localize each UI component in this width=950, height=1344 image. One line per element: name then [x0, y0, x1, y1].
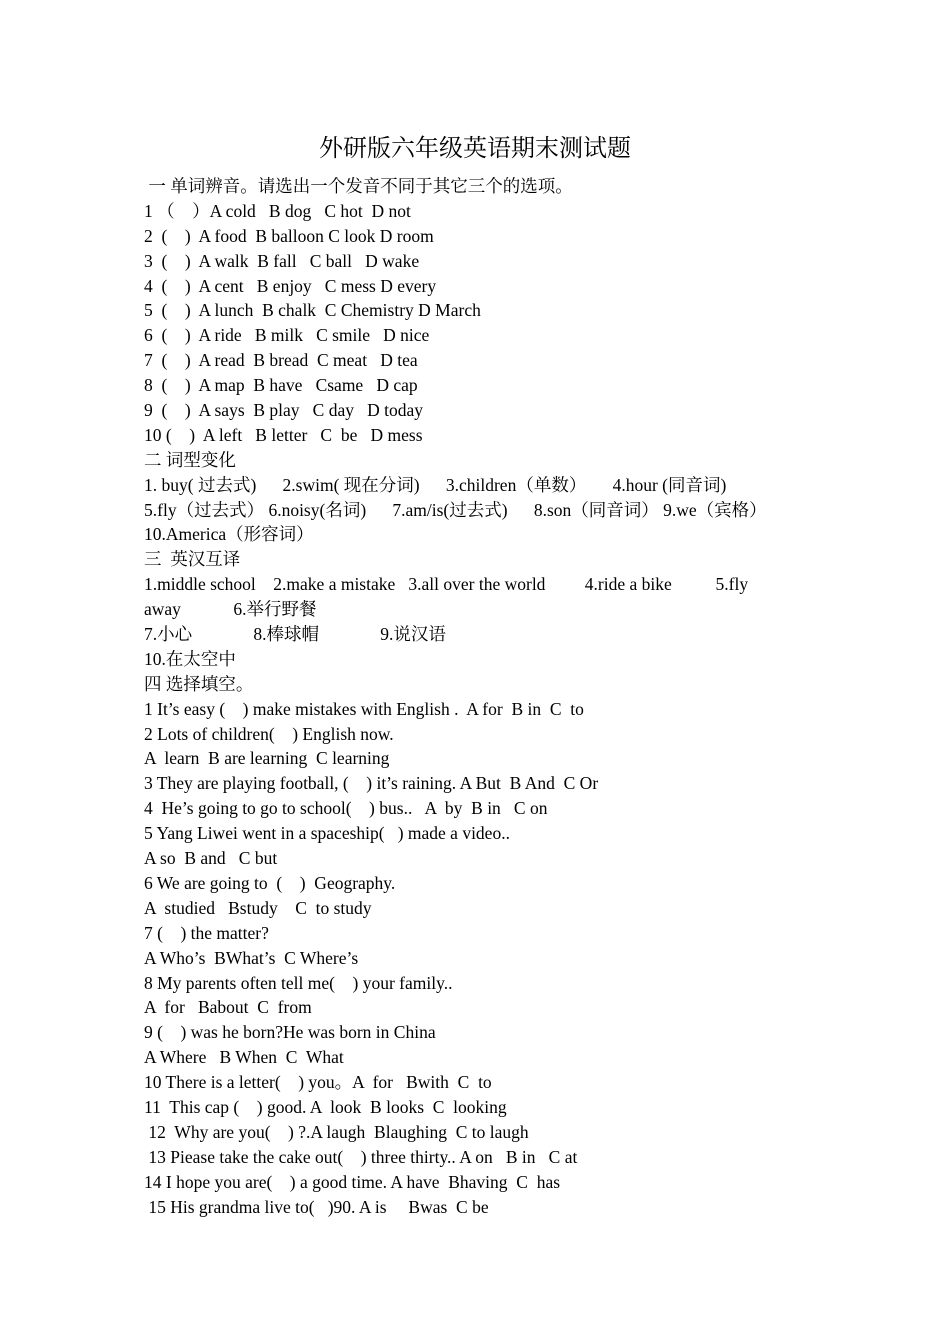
text-line: 9 ( ) was he born?He was born in China — [144, 1022, 436, 1043]
text-line: 2 ( ) A food B balloon C look D room — [144, 225, 434, 246]
text-line: 1 （ ）A cold B dog C hot D not — [144, 200, 411, 221]
text-line: 2 Lots of children( ) English now. — [144, 723, 394, 744]
text-line: A so B and C but — [144, 848, 278, 869]
text-line: 一 单词辨音。请选出一个发音不同于其它三个的选项。 — [144, 176, 573, 196]
text-line: 1. buy( 过去式) 2.swim( 现在分词) 3.children（单数） 4.hour (同音词) — [144, 474, 727, 495]
text-line: 4 He’s going to go to school( ) bus.. A by B in C on — [144, 798, 548, 819]
text-line: 4 ( ) A cent B enjoy C mess D every — [144, 275, 437, 296]
text-line: 7 ( ) A read B bread C meat D tea — [144, 350, 418, 371]
text-line: 9 ( ) A says B play C day D today — [144, 400, 424, 421]
text-line: 5 Yang Liwei went in a spaceship( ) made a video.. — [144, 823, 510, 844]
text-line: 1.middle school 2.make a mistake 3.all over the world 4.ride a bike 5.fly — [144, 574, 749, 595]
text-line: 7 ( ) the matter? — [144, 922, 269, 943]
text-line: A Where B When C What — [144, 1047, 344, 1068]
text-line: A for Babout C from — [144, 997, 312, 1018]
text-line: 四 选择填空。 — [144, 673, 254, 694]
text-line: 10.在太空中 — [144, 648, 236, 669]
document-body — [144, 174, 824, 1219]
text-line: A studied Bstudy C to study — [144, 897, 372, 918]
text-line: 15 His grandma live to( )90. A is Bwas C be — [144, 1196, 489, 1217]
text-line: 10 ( ) A left B letter C be D mess — [144, 424, 423, 445]
text-line: 5.fly（过去式） 6.noisy(名词) 7.am/is(过去式) 8.son（同音词） 9.we（宾格） — [144, 499, 767, 520]
text-line: 12 Why are you( ) ?.A laugh Blaughing C to laugh — [144, 1121, 529, 1142]
text-line: 三 英汉互译 — [144, 549, 241, 570]
text-line: 6 We are going to ( ) Geography. — [144, 872, 396, 893]
text-line: 8 ( ) A map B have Csame D cap — [144, 375, 418, 396]
text-line: 10 There is a letter( ) you。A for Bwith C to — [144, 1072, 492, 1093]
text-line: 6 ( ) A ride B milk C smile D nice — [144, 325, 430, 346]
text-line: A learn B are learning C learning — [144, 748, 390, 769]
text-line: 14 I hope you are( ) a good time. A have Bhaving C has — [144, 1171, 561, 1192]
text-line: 3 ( ) A walk B fall C ball D wake — [144, 250, 420, 271]
text-line: away 6.举行野餐 — [144, 599, 317, 620]
text-line: A Who’s BWhat’s C Where’s — [144, 947, 359, 968]
text-line: 11 This cap ( ) good. A look B looks C looking — [144, 1096, 507, 1117]
text-line: 13 Piease take the cake out( ) three thirty.. A on B in C at — [144, 1146, 578, 1167]
document-title: 外研版六年级英语期末测试题 — [319, 136, 631, 162]
text-line: 5 ( ) A lunch B chalk C Chemistry D March — [144, 300, 481, 321]
text-line: 7.小心 8.棒球帽 9.说汉语 — [144, 624, 446, 645]
text-line: 1 It’s easy ( ) make mistakes with English . A for B in C to — [144, 698, 584, 719]
text-line: 8 My parents often tell me( ) your family.. — [144, 972, 453, 993]
text-line: 二 词型变化 — [144, 449, 236, 470]
text-line: 10.America（形容词） — [144, 524, 314, 545]
text-line: 3 They are playing football, ( ) it’s raining. A But B And C Or — [144, 773, 599, 794]
